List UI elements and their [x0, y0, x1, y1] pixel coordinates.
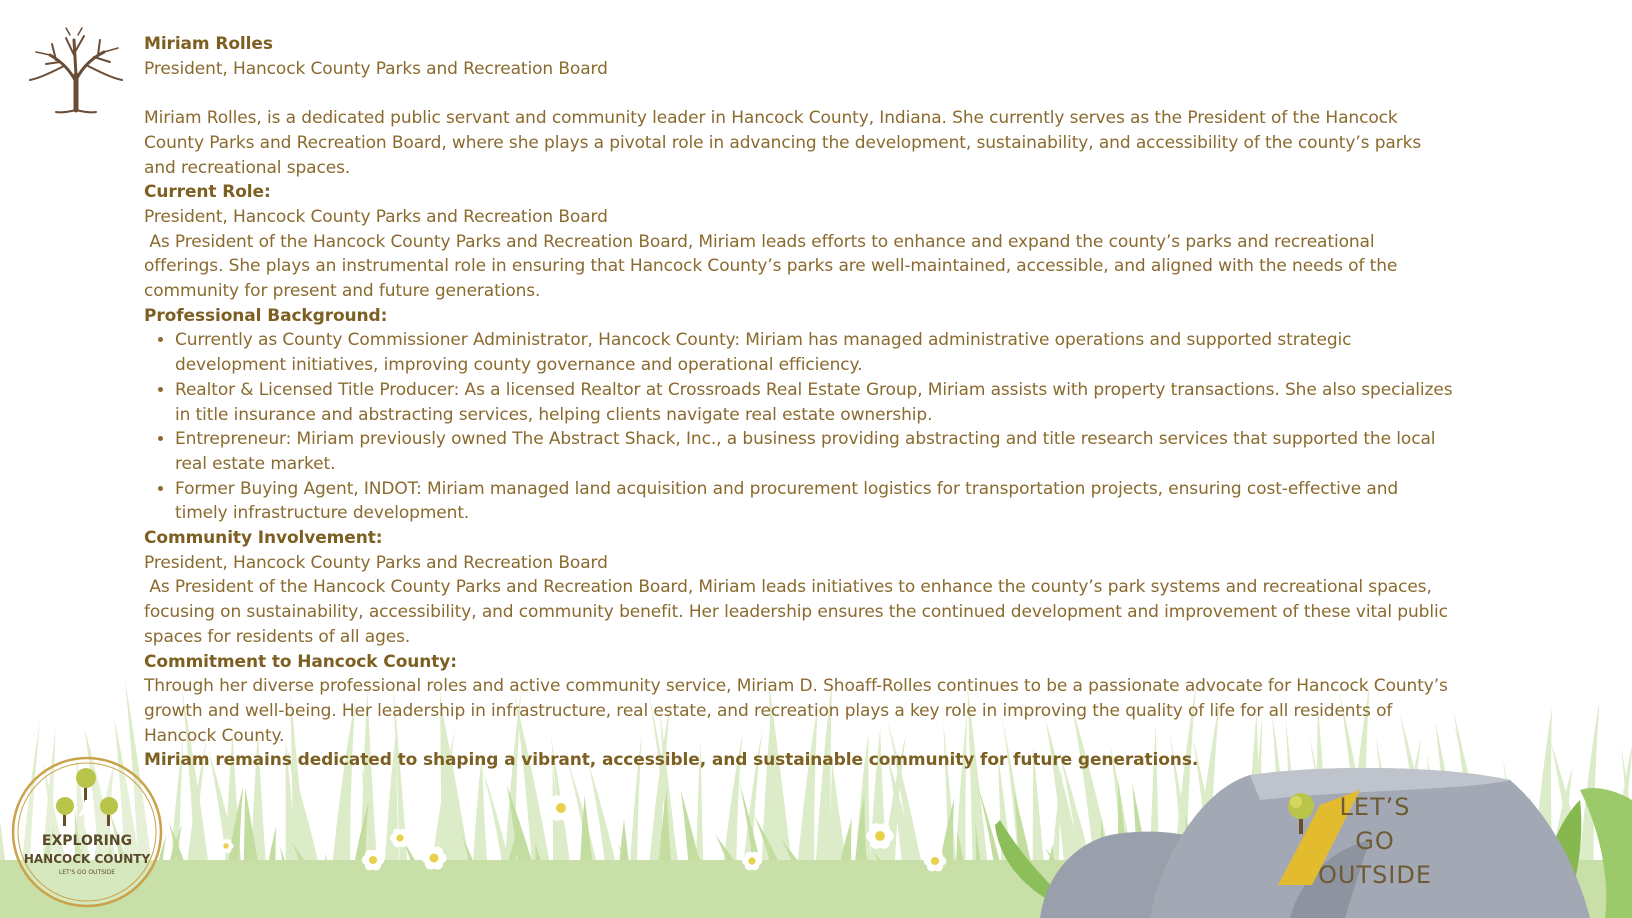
current-role-text: As President of the Hancock County Parks and Recreation Board, Miriam leads efforts to enhance and expand the county’s parks and recreational offerings. She plays an instrumental role in ensuring that Hancock County’s parks are well-maintained, accessible, and aligned with the needs of the community for present and future generations. [144, 231, 1403, 302]
badge-line-1: EXPLORING [41, 833, 133, 849]
person-title: President, Hancock County Parks and Recreation Board [144, 58, 608, 79]
current-role-position: President, Hancock County Parks and Recreation Board [144, 206, 608, 227]
badge-line-2: HANCOCK COUNTY [23, 852, 151, 866]
badge-tagline: LET'S GO OUTSIDE [58, 869, 116, 876]
professional-background-list [144, 328, 1454, 526]
person-name: Miriam Rolles [144, 34, 273, 54]
list-item: • Entrepreneur: Miriam previously owned The Abstract Shack, Inc., a business providing abstracting and title research services that supported the local real estate market. [175, 427, 1454, 476]
list-item: • Realtor & Licensed Title Producer: As a licensed Realtor at Crossroads Real Estate Group, Miriam assists with property transactions. She also specializes in title insurance and abstracting services, helping clients navigate real estate ownership. [175, 378, 1454, 427]
list-item: • Former Buying Agent, INDOT: Miriam managed land acquisition and procurement logistics for transportation projects, ensuring cost-effective and timely infrastructure development. [175, 477, 1454, 526]
sign-line-3: OUTSIDE [1317, 861, 1433, 889]
bio-content [144, 32, 1454, 773]
tree-icon [30, 28, 122, 112]
intro-paragraph: Miriam Rolles, is a dedicated public servant and community leader in Hancock County, Indiana. She currently serves as the President of the Hancock County Parks and Recreation Board, where she plays a pivotal role in advancing the development, sustainability, and accessibility of the county’s parks and recreational spaces. [144, 108, 1422, 178]
professional-background-heading: Professional Background: [144, 305, 388, 326]
community-involvement-heading: Community Involvement: [144, 528, 383, 549]
community-involvement-position: President, Hancock County Parks and Recreation Board [144, 552, 608, 573]
sign-line-2: GO [1355, 827, 1395, 855]
commitment-heading: Commitment to Hancock County: [144, 651, 457, 672]
lets-go-outside-sign [1310, 790, 1440, 892]
spacer [144, 81, 1454, 106]
list-item: • Currently as County Commissioner Administrator, Hancock County: Miriam has managed administrative operations and supported strategic development initiatives, improving county governance and operational efficiency. [175, 328, 1454, 377]
flower-icon [547, 795, 575, 820]
badge-title [13, 832, 161, 878]
commitment-text: Through her diverse professional roles and active community service, Miriam D. Shoaff-Rolles continues to be a passionate advocate for Hancock County’s growth and well-being. Her leadership in infrastructure, real estate, and recreation plays a key role in improving the quality of life for all residents of Hancock County. [144, 676, 1448, 746]
sign-line-1: LET’S [1339, 793, 1411, 821]
closing-statement: Miriam remains dedicated to shaping a vibrant, accessible, and sustainable community for future generations. [144, 750, 1199, 771]
current-role-heading: Current Role: [144, 182, 271, 203]
community-involvement-text: As President of the Hancock County Parks and Recreation Board, Miriam leads initiatives to enhance the county’s park systems and recreational spaces, focusing on sustainability, accessibility, and community benefit. Her leadership ensures the continued development and improvement of these vital public spaces for residents of all ages. [144, 577, 1454, 647]
